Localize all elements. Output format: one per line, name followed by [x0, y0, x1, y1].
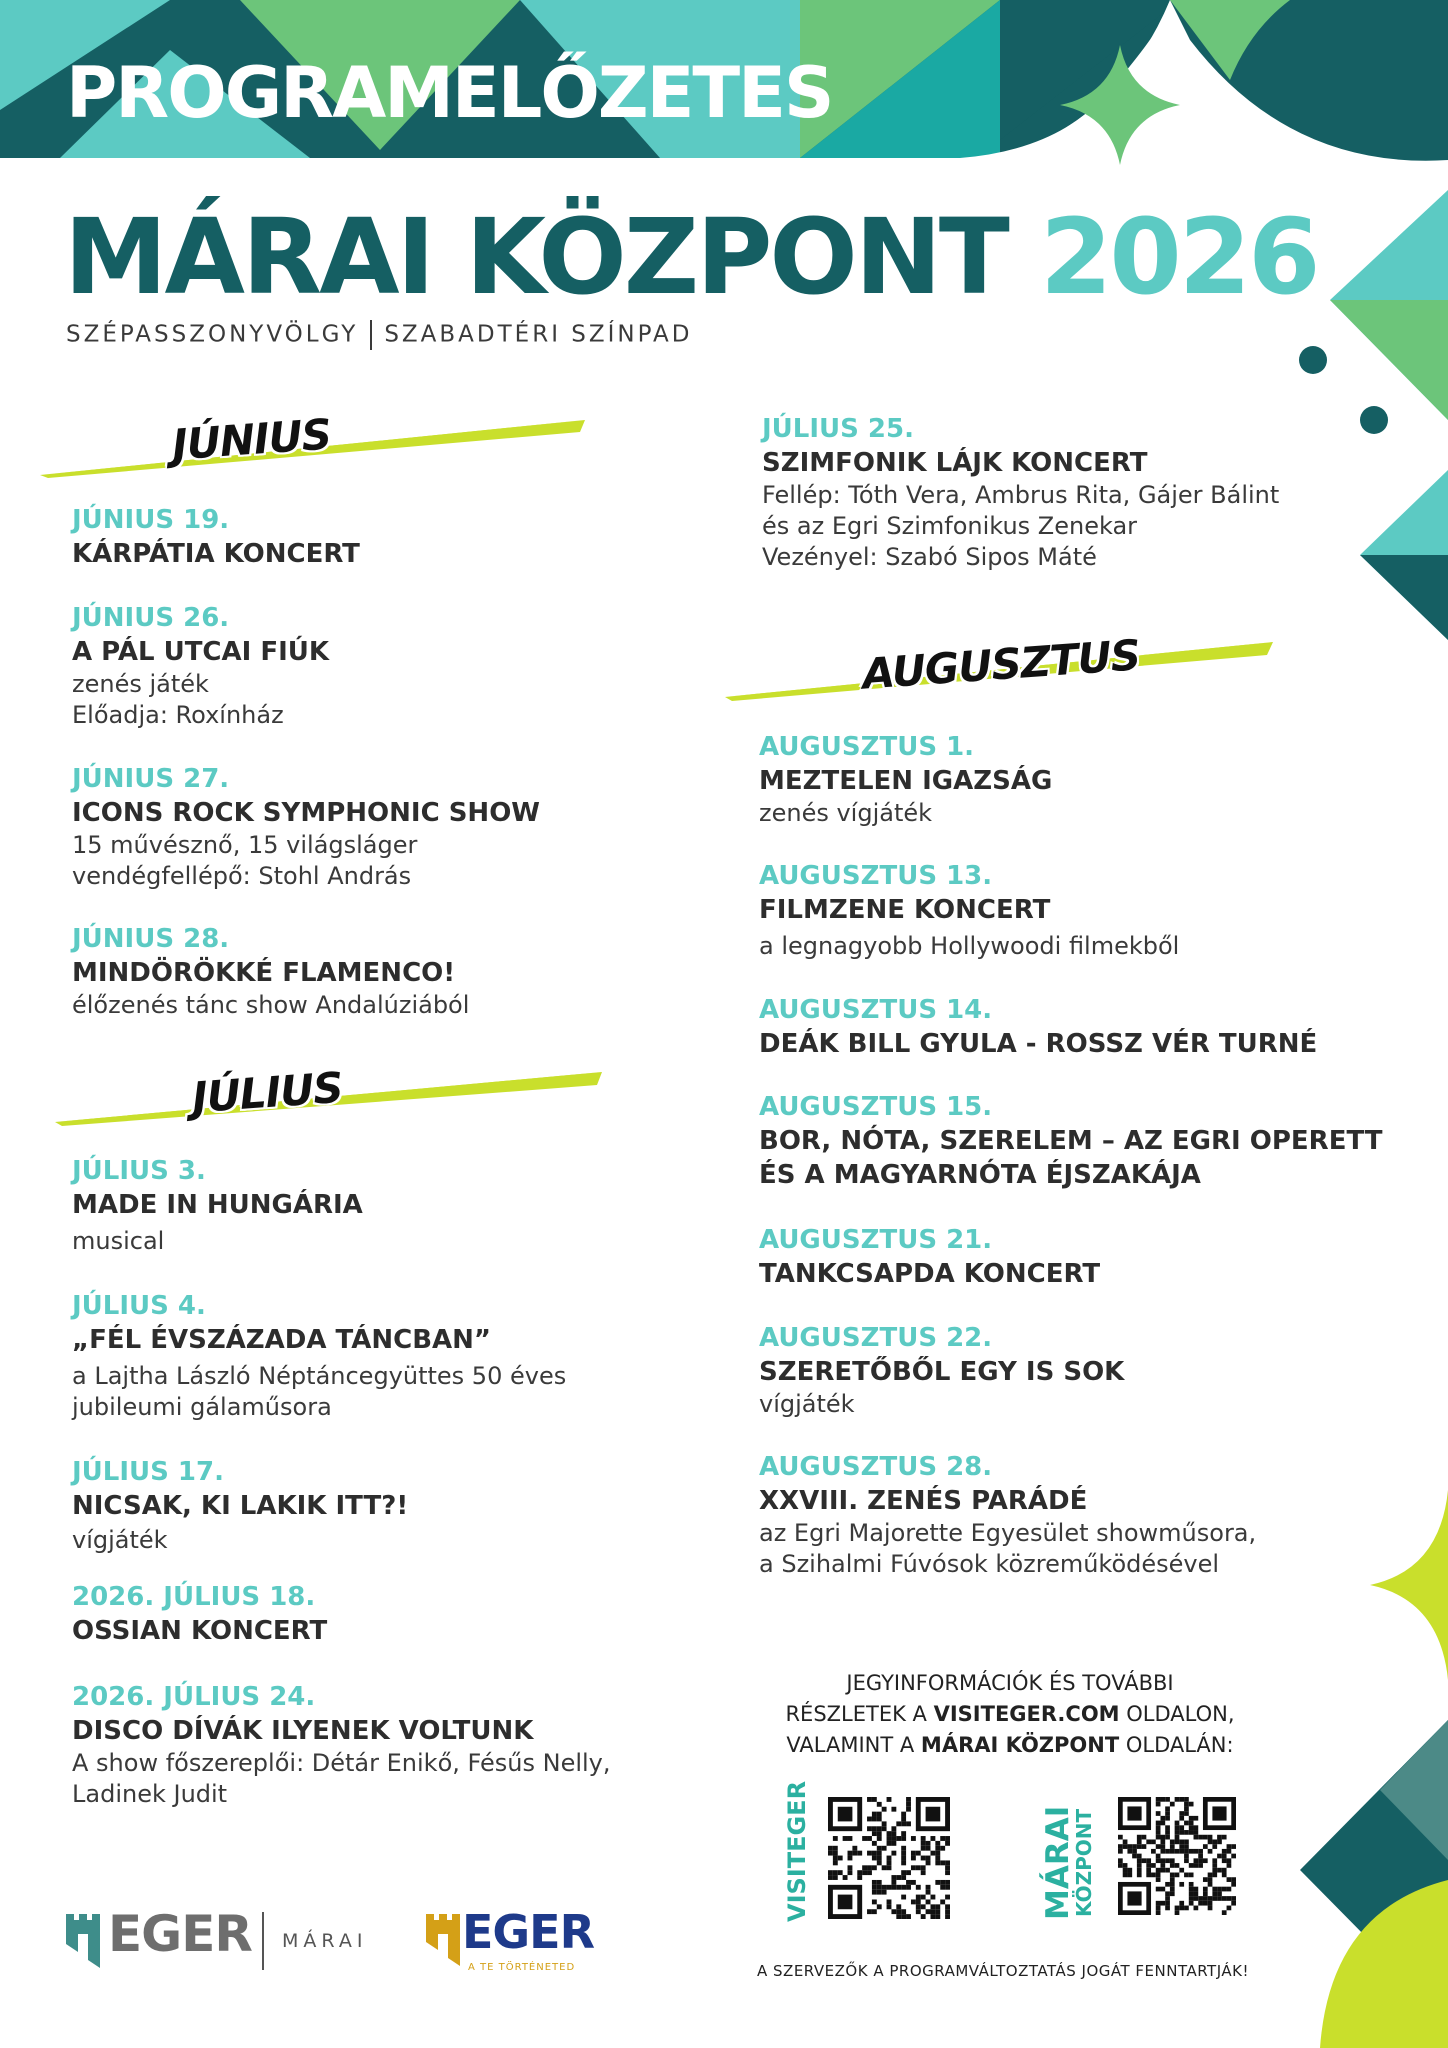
event-title: OSSIAN KONCERT — [72, 1616, 328, 1646]
month-heading-august: AUGUSZTUS — [860, 630, 1142, 699]
event-title: SZERETŐBŐL EGY IS SOK — [759, 1357, 1125, 1387]
event-title-line2: ÉS A MAGYARNÓTA ÉJSZAKÁJA — [759, 1160, 1201, 1190]
event-date: JÚNIUS 19. — [72, 505, 230, 535]
event-date: JÚLIUS 17. — [72, 1457, 224, 1487]
event-desc: Ladinek Judit — [72, 1780, 228, 1808]
event-item — [759, 993, 1399, 1061]
event-title: XXVIII. ZENÉS PARÁDÉ — [759, 1486, 1088, 1516]
event-item — [72, 922, 712, 1021]
event-desc: vendégfellépő: Stohl András — [72, 862, 412, 890]
logo-tagline: A TE TÖRTÉNETED — [468, 1962, 576, 1973]
subtitle — [66, 320, 692, 350]
event-date: JÚLIUS 4. — [72, 1291, 206, 1321]
event-title: ICONS ROCK SYMPHONIC SHOW — [72, 798, 540, 828]
event-date: JÚNIUS 26. — [72, 603, 230, 633]
logo-divider — [262, 1912, 264, 1970]
event-date: JÚNIUS 28. — [72, 924, 230, 954]
event-date: JÚNIUS 27. — [72, 764, 230, 794]
event-desc: a Szihalmi Fúvósok közreműködésével — [759, 1550, 1220, 1578]
event-desc: vígjáték — [759, 1390, 855, 1418]
event-desc: Előadja: Roxínház — [72, 701, 284, 729]
event-desc: a legnagyobb Hollywoodi filmekből — [759, 932, 1180, 960]
qr-label-marai — [1040, 1805, 1096, 1920]
month-heading-july: JÚLIUS — [190, 1062, 345, 1123]
event-title: BOR, NÓTA, SZERELEM – AZ EGRI OPERETT — [759, 1126, 1383, 1156]
event-title: MEZTELEN IGAZSÁG — [759, 766, 1053, 796]
qr-code-visiteger[interactable] — [828, 1797, 950, 1919]
logo-eger-tourism: EGER — [462, 1905, 595, 1959]
marai-kozpont-link[interactable]: MÁRAI KÖZPONT — [920, 1733, 1120, 1757]
event-item — [72, 1580, 712, 1648]
june-events — [72, 503, 712, 571]
event-item — [72, 1289, 712, 1423]
event-title: MADE IN HUNGÁRIA — [72, 1190, 363, 1220]
event-item — [759, 1450, 1399, 1580]
event-item — [759, 859, 1399, 962]
event-item — [762, 412, 1402, 573]
event-item — [72, 1680, 712, 1810]
event-desc: zenés játék — [72, 670, 209, 698]
event-desc: vígjáték — [72, 1526, 168, 1554]
info-line-3 — [760, 1730, 1260, 1761]
info-text: OLDALON, — [1119, 1702, 1235, 1726]
event-title: DISCO DÍVÁK ILYENEK VOLTUNK — [72, 1716, 534, 1746]
event-date: JÚLIUS 25. — [762, 414, 914, 444]
event-desc: az Egri Majorette Egyesület showműsora, — [759, 1519, 1257, 1547]
visiteger-link[interactable]: VISITEGER.COM — [933, 1702, 1120, 1726]
event-title: KÁRPÁTIA KONCERT — [72, 539, 360, 569]
castle-gold-icon — [426, 1914, 460, 1966]
event-item — [72, 1154, 712, 1257]
event-date: AUGUSZTUS 15. — [759, 1092, 993, 1122]
event-item — [72, 503, 712, 571]
event-title: SZIMFONIK LÁJK KONCERT — [762, 448, 1148, 478]
event-date: AUGUSZTUS 28. — [759, 1452, 993, 1482]
info-line-2 — [760, 1699, 1260, 1730]
event-item — [759, 730, 1399, 829]
disclaimer: A SZERVEZŐK A PROGRAMVÁLTOZTATÁS JOGÁT FENNTARTJÁK! — [757, 1962, 1249, 1980]
title-year: 2026 — [1040, 196, 1318, 318]
qr-code-marai[interactable] — [1118, 1797, 1236, 1915]
event-desc: A show főszereplői: Détár Enikő, Fésűs Nelly, — [72, 1749, 611, 1777]
month-heading-june: JÚNIUS — [170, 409, 333, 470]
ticket-info — [760, 1668, 1260, 1761]
event-desc: musical — [72, 1227, 165, 1255]
subtitle-location: SZÉPASSZONYVÖLGY — [66, 321, 359, 348]
subtitle-venue: SZABADTÉRI SZÍNPAD — [384, 321, 693, 348]
event-title: MINDÖRÖKKÉ FLAMENCO! — [72, 958, 456, 988]
event-date: JÚLIUS 3. — [72, 1156, 206, 1186]
preheading: PROGRAMELŐZETES — [66, 52, 833, 134]
event-desc: Fellép: Tóth Vera, Ambrus Rita, Gájer Bálint — [762, 481, 1280, 509]
title-main: MÁRAI KÖZPONT — [64, 196, 1007, 318]
event-desc: jubileumi gálaműsora — [72, 1393, 332, 1421]
event-title: NICSAK, KI LAKIK ITT?! — [72, 1491, 409, 1521]
event-desc: a Lajtha László Néptáncegyüttes 50 éves — [72, 1362, 567, 1390]
event-desc: élőzenés tánc show Andalúziából — [72, 991, 470, 1019]
event-date: 2026. JÚLIUS 24. — [72, 1682, 316, 1712]
info-line-1: JEGYINFORMÁCIÓK ÉS TOVÁBBI — [846, 1671, 1174, 1695]
event-desc: Vezényel: Szabó Sipos Máté — [762, 543, 1097, 571]
event-date: AUGUSZTUS 13. — [759, 861, 993, 891]
event-date: AUGUSZTUS 1. — [759, 732, 975, 762]
event-item — [759, 1090, 1419, 1192]
event-date: AUGUSZTUS 21. — [759, 1225, 993, 1255]
event-desc: és az Egri Szimfonikus Zenekar — [762, 512, 1138, 540]
qr-label-visiteger: VISITEGER — [783, 1780, 811, 1922]
event-title: FILMZENE KONCERT — [759, 895, 1051, 925]
info-text: VALAMINT A — [786, 1733, 921, 1757]
castle-icon — [66, 1914, 100, 1968]
event-item — [72, 762, 712, 892]
event-date: 2026. JÚLIUS 18. — [72, 1582, 316, 1612]
event-item — [72, 601, 712, 731]
info-text: RÉSZLETEK A — [785, 1702, 934, 1726]
subtitle-divider — [370, 320, 372, 350]
qr-label-marai-line1: MÁRAI — [1040, 1805, 1076, 1920]
event-item — [72, 1455, 712, 1556]
event-item — [759, 1223, 1399, 1291]
event-title: A PÁL UTCAI FIÚK — [72, 637, 330, 667]
event-desc: 15 művésznő, 15 világsláger — [72, 831, 418, 859]
event-date: AUGUSZTUS 14. — [759, 995, 993, 1025]
event-title: DEÁK BILL GYULA - ROSSZ VÉR TURNÉ — [759, 1029, 1318, 1059]
page-title — [64, 196, 1318, 318]
qr-label-marai-line2: KÖZPONT — [1072, 1808, 1096, 1917]
info-text: OLDALÁN: — [1119, 1733, 1234, 1757]
logo-eger: EGER — [108, 1905, 252, 1963]
event-title: TANKCSAPDA KONCERT — [759, 1259, 1101, 1289]
event-item — [759, 1321, 1399, 1420]
event-date: AUGUSZTUS 22. — [759, 1323, 993, 1353]
logo-marai: MÁRAI — [282, 1930, 368, 1952]
event-desc: zenés vígjáték — [759, 799, 933, 827]
event-title: „FÉL ÉVSZÁZADA TÁNCBAN” — [72, 1325, 492, 1355]
